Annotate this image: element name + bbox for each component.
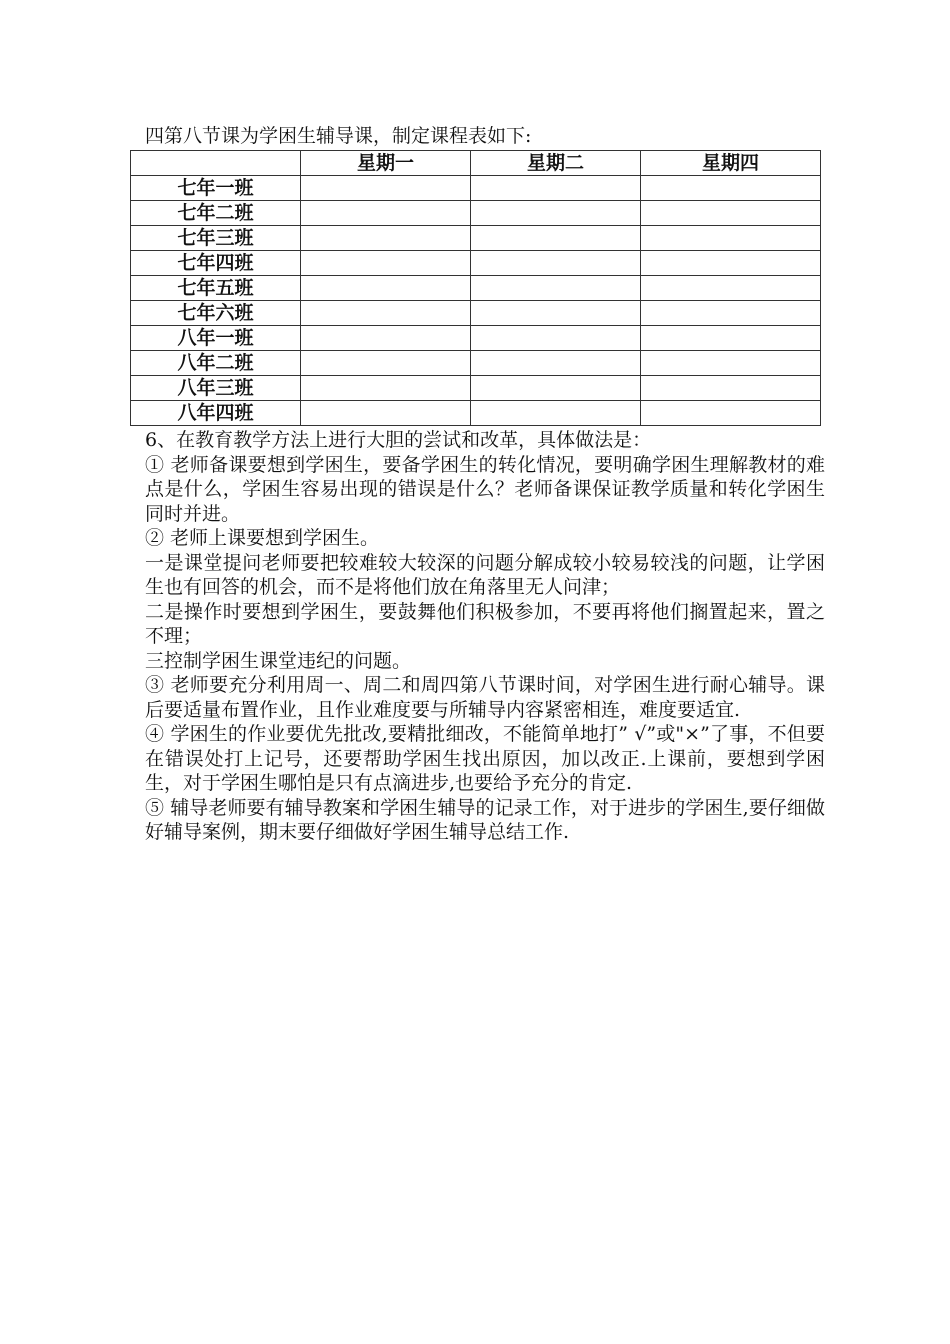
table-row — [131, 401, 821, 426]
paragraph: ⑤ 辅导老师要有辅导教案和学困生辅导的记录工作，对于进步的学困生,要仔细做好辅导案例，期末要仔细做好学困生辅导总结工作. — [145, 796, 825, 843]
table-row — [131, 351, 821, 376]
table-cell — [301, 201, 471, 226]
paragraph: ③ 老师要充分利用周一、周二和周四第八节课时间，对学困生进行耐心辅导。课后要适量布置作业，且作业难度要与所辅导内容紧密相连，难度要适宜. — [145, 674, 825, 721]
table-cell — [471, 176, 641, 201]
table-cell — [641, 176, 821, 201]
table-row — [131, 226, 821, 251]
row-label: 七年四班 — [131, 251, 301, 276]
header-cell-tuesday: 星期二 — [471, 151, 641, 176]
table-row — [131, 276, 821, 301]
row-label: 八年四班 — [131, 401, 301, 426]
table-cell — [471, 201, 641, 226]
table-row — [131, 201, 821, 226]
table-cell — [301, 301, 471, 326]
table-row — [131, 326, 821, 351]
table-row — [131, 251, 821, 276]
table-cell — [301, 176, 471, 201]
section-heading: 6、在教育教学方法上进行大胆的尝试和改革，具体做法是： — [145, 429, 652, 451]
row-label: 八年一班 — [131, 326, 301, 351]
table-cell — [641, 201, 821, 226]
table-cell — [301, 226, 471, 251]
row-label: 七年三班 — [131, 226, 301, 251]
table-cell — [471, 301, 641, 326]
row-label: 七年一班 — [131, 176, 301, 201]
table-cell — [641, 326, 821, 351]
table-row — [131, 376, 821, 401]
table-cell — [471, 351, 641, 376]
paragraph: 三控制学困生课堂违纪的问题。 — [145, 649, 412, 672]
table-cell — [641, 276, 821, 301]
table-cell — [471, 401, 641, 426]
table-cell — [471, 226, 641, 251]
row-label: 八年二班 — [131, 351, 301, 376]
table-cell — [301, 351, 471, 376]
header-cell-empty — [131, 151, 301, 176]
row-label: 八年三班 — [131, 376, 301, 401]
paragraph: ② 老师上课要想到学困生。 — [145, 527, 380, 549]
table-cell — [301, 276, 471, 301]
table-cell — [301, 326, 471, 351]
header-cell-thursday: 星期四 — [641, 151, 821, 176]
intro-line: 四第八节课为学困生辅导课，制定课程表如下: — [145, 125, 532, 147]
table-cell — [471, 326, 641, 351]
header-cell-monday: 星期一 — [301, 151, 471, 176]
document-page — [145, 124, 825, 845]
paragraph: ④ 学困生的作业要优先批改,要精批细改，不能简单地打” √”或"×”了事，不但要在错误处打上记号，还要帮助学困生找出原因，加以改正.上课前，要想到学困生，对于学困生哪怕是只有点滴进步,也要给予充分的肯定. — [145, 723, 825, 794]
table-cell — [471, 251, 641, 276]
table-row — [131, 176, 821, 201]
paragraph: ① 老师备课要想到学困生，要备学困生的转化情况，要明确学困生理解教材的难点是什么，学困生容易出现的错误是什么？老师备课保证教学质量和转化学困生同时并进。 — [145, 453, 825, 525]
table-cell — [641, 351, 821, 376]
row-label: 七年六班 — [131, 301, 301, 326]
table-cell — [641, 251, 821, 276]
table-cell — [641, 226, 821, 251]
table-cell — [471, 276, 641, 301]
table-row — [131, 301, 821, 326]
table-cell — [301, 401, 471, 426]
table-cell — [641, 401, 821, 426]
row-label: 七年五班 — [131, 276, 301, 301]
paragraph: 一是课堂提问老师要把较难较大较深的问题分解成较小较易较浅的问题，让学困生也有回答的机会，而不是将他们放在角落里无人问津； — [145, 551, 825, 598]
table-cell — [301, 251, 471, 276]
table-cell — [641, 301, 821, 326]
table-header-row — [131, 151, 821, 176]
paragraph: 二是操作时要想到学困生，要鼓舞他们积极参加，不要再将他们搁置起来，置之不理； — [145, 600, 825, 647]
table-cell — [471, 376, 641, 401]
row-label: 七年二班 — [131, 201, 301, 226]
table-cell — [641, 376, 821, 401]
table-cell — [301, 376, 471, 401]
body-text — [145, 428, 825, 845]
tutoring-schedule-table — [130, 150, 821, 426]
